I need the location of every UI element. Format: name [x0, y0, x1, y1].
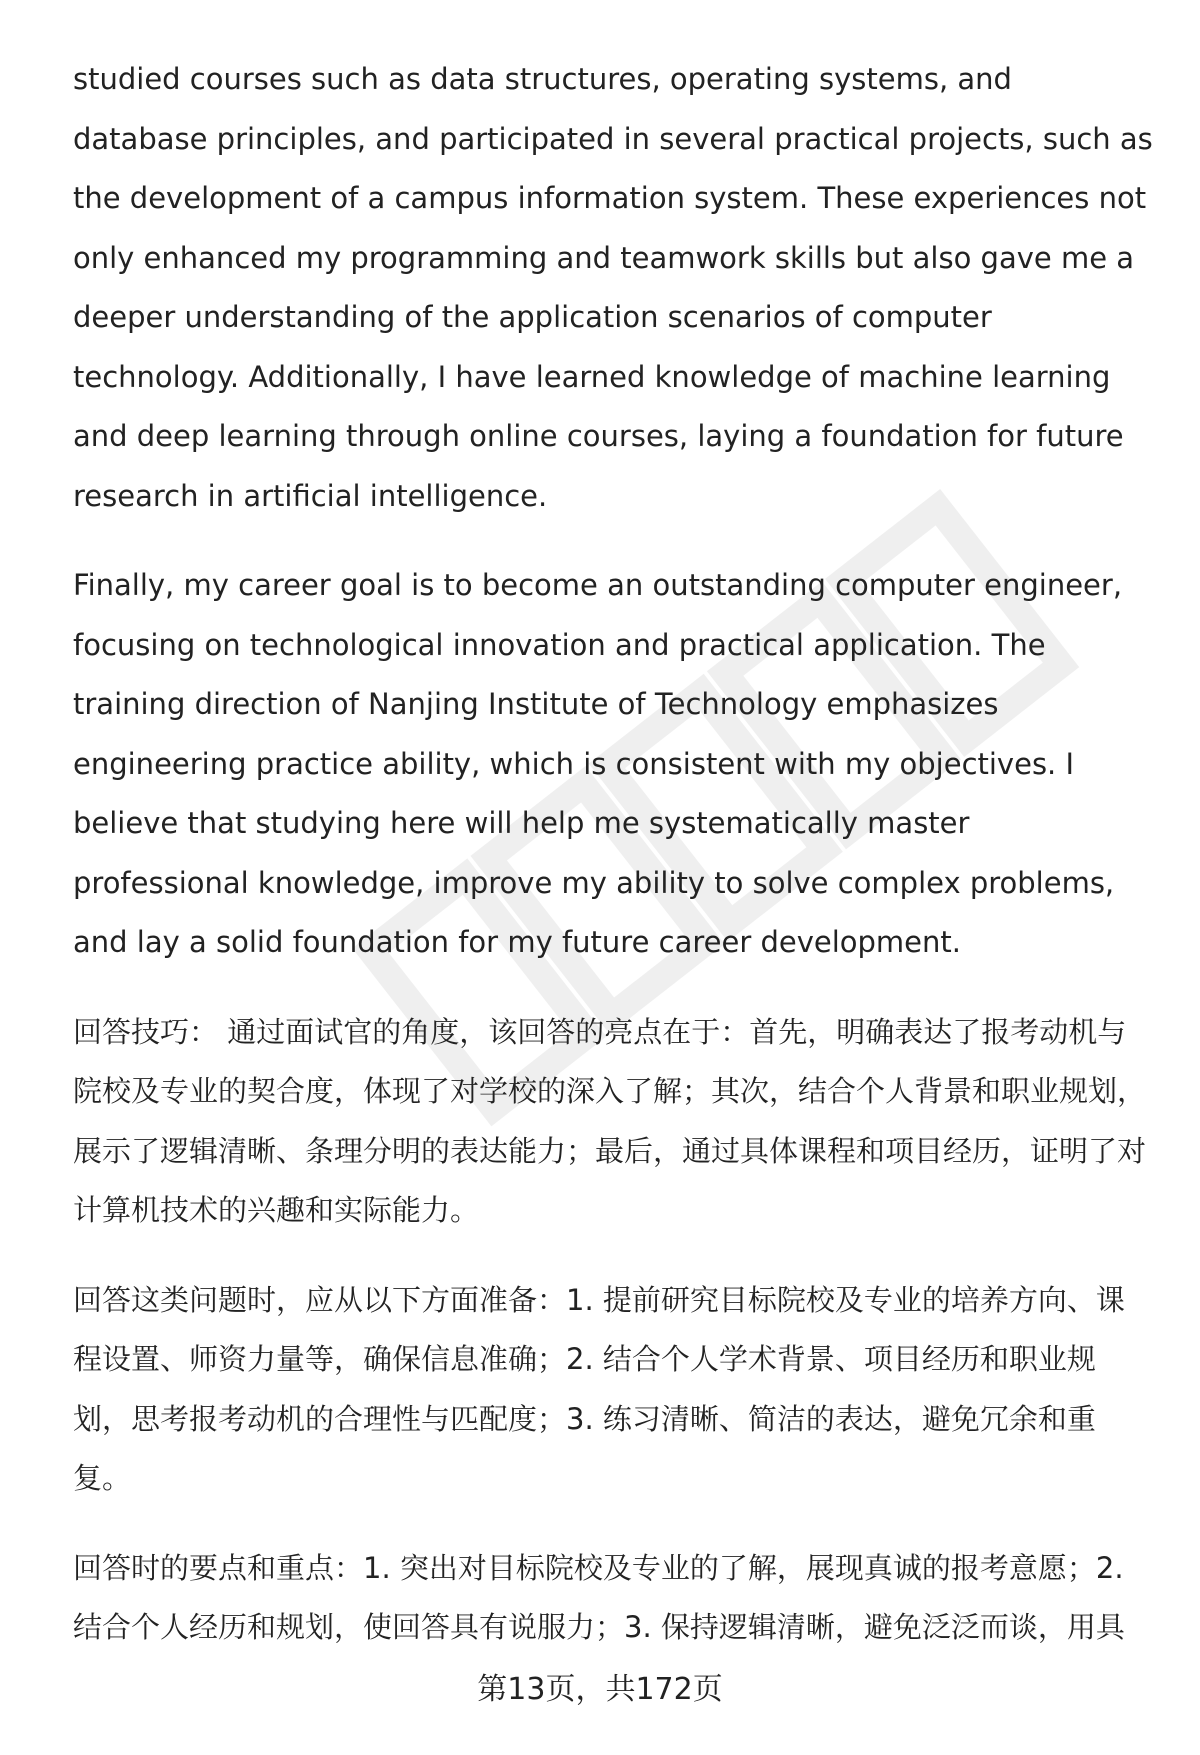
- paragraph-career-goal: Finally, my career goal is to become an outstanding computer engineer, focusing on technological innovation and practical application. The training direction of Nanjing Institute of Technology emphasizes engineering practice ability, which is consistent with my objectives. I believe that studying here will help me systematically master professional knowledge, improve my ability to solve complex problems, and lay a solid foundation for my future career development.: [73, 568, 1123, 959]
- paragraph-preparation: 回答这类问题时，应从以下方面准备：1. 提前研究目标院校及专业的培养方向、课程设置、师资力量等，确保信息准确；2. 结合个人学术背景、项目经历和职业规划，思考报考动机的合理性与匹配度；3. 练习清晰、简洁的表达，避免冗余和重复。: [73, 1282, 1125, 1495]
- paragraph-coursework: studied courses such as data structures, operating systems, and database principles, and participated in several practical projects, such as the development of a campus information system. These experiences not only enhanced my programming and teamwork skills but also gave me a deeper understanding of the application scenarios of computer technology. Additionally, I have learned knowledge of machine learning and deep learning through online courses, laying a foundation for future research in artificial intelligence.: [73, 62, 1153, 513]
- page-number-footer: 第13页，共172页: [477, 1672, 723, 1707]
- paragraph-answer-tips: 回答技巧： 通过面试官的角度，该回答的亮点在于：首先，明确表达了报考动机与院校及专业的契合度，体现了对学校的深入了解；其次，结合个人背景和职业规划，展示了逻辑清晰、条理分明的表达能力；最后，通过具体课程和项目经历，证明了对计算机技术的兴趣和实际能力。: [73, 1014, 1147, 1227]
- document-body: [73, 50, 1153, 1688]
- paragraph-key-points: 回答时的要点和重点：1. 突出对目标院校及专业的了解，展现真诚的报考意愿；2. 结合个人经历和规划，使回答具有说服力；3. 保持逻辑清晰，避免泛泛而谈，用具: [73, 1550, 1125, 1644]
